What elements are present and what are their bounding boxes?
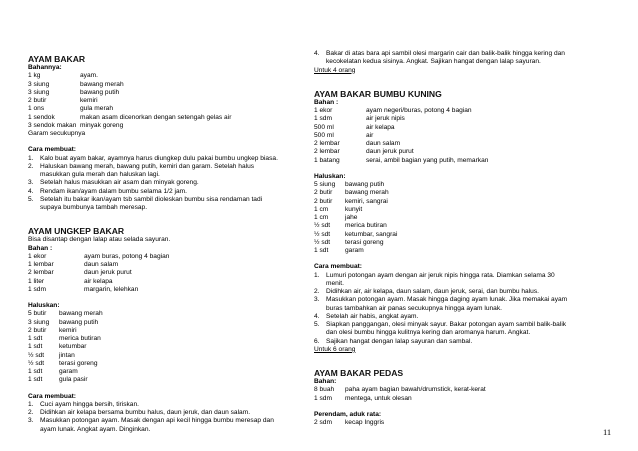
marinade-row [314, 419, 614, 427]
grind-row [314, 247, 614, 255]
step-number: 4. [28, 187, 34, 195]
ingredient-qty: 500 ml [314, 131, 334, 139]
ingredient-name: paha ayam bagian bawah/drumstick, kerat-kerat [345, 386, 486, 394]
serving-note: Untuk 6 orang [314, 345, 356, 353]
ingredient-qty: ½ sdt [314, 230, 331, 238]
method-step [314, 313, 614, 321]
method-step [314, 280, 614, 288]
ingredient-qty: 3 siung [28, 318, 50, 326]
grind-row [28, 368, 310, 376]
method-step [28, 188, 310, 196]
grind-row [28, 319, 310, 327]
grind-row [28, 327, 310, 335]
step-number: 4. [314, 50, 320, 57]
ingredient-qty: ½ sdt [28, 359, 45, 367]
method-step [314, 58, 614, 66]
ingredient-name: margarin, lelehkan [84, 285, 139, 293]
ingredients-heading: Bahan: [314, 378, 337, 385]
right-column [314, 50, 614, 427]
grind-row [28, 335, 310, 343]
ingredient-row [28, 114, 310, 122]
grind-row [314, 214, 614, 222]
step-number [314, 58, 326, 66]
grind-row [314, 198, 614, 206]
ingredient-qty: 1 batang [314, 156, 340, 164]
ingredient-name: daun jeruk purut [366, 148, 414, 156]
step-number: 2. [314, 288, 320, 295]
grind-row [28, 376, 310, 384]
step-text: masukkan gula merah dan haluskan lagi. [40, 171, 160, 178]
ingredient-name: bawang merah [59, 310, 103, 318]
ingredient-name: ayam. [80, 72, 98, 80]
ingredient-qty: 1 sdt [28, 376, 43, 384]
ingredient-qty: 2 lembar [314, 140, 340, 147]
ingredient-qty: 2 lembar [28, 269, 54, 277]
step-number [28, 426, 40, 434]
ingredient-name: garam [59, 368, 78, 375]
recipe-description: Bisa disantap dengan lalap atau selada sayuran. [28, 236, 171, 244]
ingredients-heading: Bahan : [28, 244, 53, 252]
ingredient-name: kunyit [345, 205, 363, 213]
recipe-title-ayam-bakar-pedas: AYAM BAKAR PEDAS [314, 368, 404, 378]
ingredient-name: mentega, untuk olesan [345, 394, 412, 402]
step-text: Masukkan potongan ayam. Masak hingga daging ayam lunak. Jika memakai ayam [326, 296, 568, 304]
method-step [314, 296, 614, 304]
ingredient-row [314, 132, 614, 140]
step-text: Setelah halus masukkan air asam dan minyak goreng. [40, 179, 199, 187]
ingredient-row [314, 157, 614, 165]
ingredient-row [28, 286, 310, 294]
ingredient-qty: 1 ons [28, 105, 45, 113]
method-step [28, 409, 310, 417]
ingredient-name: garam [345, 247, 364, 254]
method-step [28, 417, 310, 425]
step-text: Sajikan hangat dengan lalap sayuran dan sambal. [326, 337, 473, 345]
grind-row [28, 352, 310, 360]
ingredient-row [28, 261, 310, 269]
ingredient-name: air kelapa [84, 277, 113, 285]
step-number: 3. [28, 179, 34, 187]
ingredient-qty: 500 ml [314, 123, 334, 131]
ingredient-name: ketumbar [59, 343, 87, 351]
ingredient-name: bawang merah [345, 189, 389, 197]
ingredient-qty: 1 cm [314, 214, 329, 221]
step-text: Rendam ikan/ayam dalam bumbu selama 1/2 jam. [40, 187, 187, 195]
ingredient-row [28, 105, 310, 113]
ingredient-qty: 2 sdm [314, 419, 332, 426]
ingredient-name: kemiri, sangrai [345, 197, 388, 205]
ingredient-name: air jeruk nipis [366, 115, 405, 123]
grind-row [28, 310, 310, 318]
ingredient-qty: 2 butir [28, 326, 47, 334]
ingredient-name: gula merah [80, 105, 113, 113]
ingredient-qty: 1 ekor [314, 107, 333, 114]
step-text: Setelah itu bakar ikan/ayam tsb sambil dioleskan bumbu sisa rendaman tadi [40, 195, 263, 203]
ingredient-name: gula pasir [59, 376, 88, 384]
ingredient-row [28, 81, 310, 89]
ingredient-row [314, 386, 614, 394]
step-number: 2. [28, 162, 34, 170]
ingredient-name: bawang merah [80, 80, 124, 88]
method-step [28, 155, 310, 163]
grind-row [314, 181, 614, 189]
ingredient-qty: 1 cm [314, 205, 329, 213]
ingredient-name: kecap Inggris [345, 419, 385, 426]
grind-row [28, 360, 310, 368]
grind-heading: Haluskan: [28, 302, 60, 309]
method-step [28, 426, 310, 434]
ingredient-name: daun salam [84, 261, 119, 268]
step-number: 4. [314, 312, 320, 320]
ingredient-row [28, 278, 310, 286]
ingredient-name: bawang putih [59, 318, 99, 326]
ingredient-name: makan asam dicenorkan dengan setengah gelas air [80, 113, 232, 121]
ingredient-qty: 2 butir [28, 97, 47, 104]
step-text: Bakar di atas bara api sambil olesi margarin cair dan balik-balik hingga kering dan [326, 50, 565, 57]
ingredient-row [28, 89, 310, 97]
ingredient-name: ketumbar, sangrai [345, 230, 398, 238]
ingredient-name: kemiri [80, 97, 98, 104]
ingredient-name: air [366, 131, 374, 139]
ingredient-qty: 1 sdt [28, 343, 43, 351]
ingredient-name: minyak goreng [80, 121, 124, 129]
ingredient-qty: 2 butir [314, 197, 333, 205]
step-text: kecokelatan kedua sisinya. Angkat. Sajikan hangat dengan lalap sayuran. [326, 58, 541, 66]
ingredient-qty: 1 sdm [28, 285, 46, 293]
ingredient-qty: 1 sdt [314, 247, 329, 254]
ingredient-qty: 5 butir [28, 310, 47, 318]
grind-row [314, 189, 614, 197]
ingredient-name: terasi goreng [59, 359, 98, 367]
ingredient-row [28, 72, 310, 80]
grind-row [28, 343, 310, 351]
method-heading: Cara membuat: [28, 392, 77, 400]
step-text: Didihkan air kelapa bersama bumbu halus, daun jeruk, dan daun salam. [40, 409, 251, 416]
grind-heading: Haluskan: [314, 172, 346, 180]
step-text: Haluskan bawang merah, bawang putih, kemiri dan garam. Setelah halus [40, 162, 255, 170]
ingredient-name: kemiri [59, 326, 77, 334]
step-number [314, 329, 326, 337]
ingredient-row [28, 269, 310, 277]
ingredient-row [314, 124, 614, 132]
page-number: 11 [603, 427, 612, 437]
ingredient-row [314, 148, 614, 156]
method-step [314, 329, 614, 337]
step-text: Lumuri potongan ayam dengan air jeruk nipis hingga rata. Diamkan selama 30 [326, 271, 555, 279]
method-step [28, 179, 310, 187]
ingredient-qty: 3 siung [28, 80, 50, 88]
step-number: 5. [28, 195, 34, 203]
step-text: Kalo buat ayam bakar, ayamnya harus diungkep dulu pakai bumbu ungkep biasa. [40, 154, 278, 162]
step-text: supaya bumbunya tambah meresap. [40, 204, 148, 211]
step-number: 5. [314, 321, 320, 328]
salt-note: Garam secukupnya [28, 130, 86, 137]
step-text: Setelah air habis, angkat ayam. [326, 312, 419, 320]
grind-row [314, 206, 614, 214]
step-text: Masukkan potongan ayam. Masak dengan api kecil hingga bumbu meresap dan [40, 417, 274, 425]
method-step [28, 163, 310, 171]
ingredient-qty: ½ sdt [28, 351, 45, 359]
ingredient-qty: 3 siung [28, 88, 50, 96]
ingredient-qty: 1 liter [28, 277, 45, 285]
ingredient-name: merica butiran [59, 335, 101, 342]
ingredient-name: air kelapa [366, 123, 395, 131]
ingredient-qty: 1 ekor [28, 252, 47, 260]
ingredient-qty: 5 siung [314, 181, 336, 188]
method-step [314, 272, 614, 280]
step-number [28, 204, 40, 212]
step-number [28, 171, 40, 179]
step-number [314, 280, 326, 288]
ingredient-qty: 1 sdt [28, 368, 43, 375]
method-step [28, 196, 310, 204]
step-text: Cuci ayam hingga bersih, tiriskan. [40, 400, 139, 408]
ingredients-heading: Bahannya: [28, 64, 62, 71]
ingredient-qty: 3 sendok makan [28, 121, 77, 129]
step-number [314, 305, 326, 313]
ingredient-row [28, 253, 310, 261]
recipe-title-ayam-bakar: AYAM BAKAR [28, 54, 86, 64]
method-step [314, 338, 614, 346]
ingredient-row [314, 107, 614, 115]
ingredients-heading: Bahan : [314, 98, 339, 106]
ingredient-row [314, 395, 614, 403]
ingredient-qty: 1 kg [28, 72, 41, 80]
ingredient-name: terasi goreng [345, 238, 384, 246]
method-step [28, 171, 310, 179]
step-text: buras tambahkan air panas secukupnya hingga ayam lunak. [326, 304, 502, 312]
grind-row [314, 231, 614, 239]
ingredient-name: serai, ambil bagian yang putih, memarkan [366, 156, 489, 164]
method-step [314, 50, 614, 58]
step-number: 1. [314, 271, 320, 279]
ingredient-row [314, 140, 614, 148]
ingredient-name: merica butiran [345, 222, 387, 230]
ingredient-qty: 1 sdt [28, 335, 43, 342]
method-heading: Cara membuat: [28, 146, 77, 154]
ingredient-name: daun salam [366, 140, 401, 147]
grind-row [314, 239, 614, 247]
marinade-heading: Perendam, aduk rata: [314, 410, 382, 418]
step-number: 3. [28, 417, 34, 425]
step-text: ayam lunak. Angkat ayam. Dinginkan. [40, 425, 151, 433]
ingredient-name: bawang putih [80, 88, 120, 96]
recipe-title-ayam-ungkep-bakar: AYAM UNGKEP BAKAR [28, 226, 125, 237]
ingredient-qty: 1 sdm [314, 115, 332, 123]
ingredient-qty: ½ sdt [314, 238, 331, 246]
ingredient-qty: 1 sendok [28, 113, 55, 121]
method-step [314, 321, 614, 329]
step-text: dan olesi bumbu hingga kulitnya kering dan aromanya harum. Angkat. [326, 329, 531, 337]
method-step [314, 288, 614, 296]
ingredient-name: daun jeruk purut [84, 269, 132, 277]
method-heading: Cara membuat: [314, 263, 363, 271]
recipe-title-ayam-bakar-bumbu-kuning: AYAM BAKAR BUMBU KUNING [314, 88, 442, 99]
ingredient-name: bawang putih [345, 181, 385, 188]
ingredient-name: jintan [59, 351, 75, 359]
grind-row [314, 222, 614, 230]
step-text: Siapkan panggangan, olesi minyak sayur. Bakar potongan ayam sambil balik-balik [326, 321, 567, 328]
ingredient-qty: 1 lembar [28, 261, 54, 268]
ingredient-qty: 8 buah [314, 386, 335, 394]
ingredient-qty: 1 sdm [314, 394, 332, 402]
step-text: menit. [326, 279, 344, 287]
step-number: 6. [314, 337, 320, 345]
step-number: 2. [28, 409, 34, 416]
ingredient-name: jahe [345, 214, 358, 221]
step-text: Didihkan air, air kelapa, daun salam, daun jeruk, serai, dan bumbu halus. [326, 288, 539, 295]
step-number: 1. [28, 400, 34, 408]
step-number: 1. [28, 154, 34, 162]
method-step [314, 305, 614, 313]
ingredient-row [28, 122, 310, 130]
ingredient-name: ayam buras, potong 4 bagian [84, 252, 170, 260]
serving-note: Untuk 4 orang [314, 66, 356, 74]
ingredient-row [314, 115, 614, 123]
ingredient-qty: 2 lembar [314, 148, 340, 156]
step-number: 3. [314, 296, 320, 304]
left-column [28, 54, 310, 434]
method-step [28, 401, 310, 409]
ingredient-row [28, 97, 310, 105]
ingredient-qty: ½ sdt [314, 222, 331, 230]
ingredient-name: ayam negeri/buras, potong 4 bagian [366, 107, 472, 114]
method-step [28, 204, 310, 212]
ingredient-qty: 2 butir [314, 189, 333, 197]
